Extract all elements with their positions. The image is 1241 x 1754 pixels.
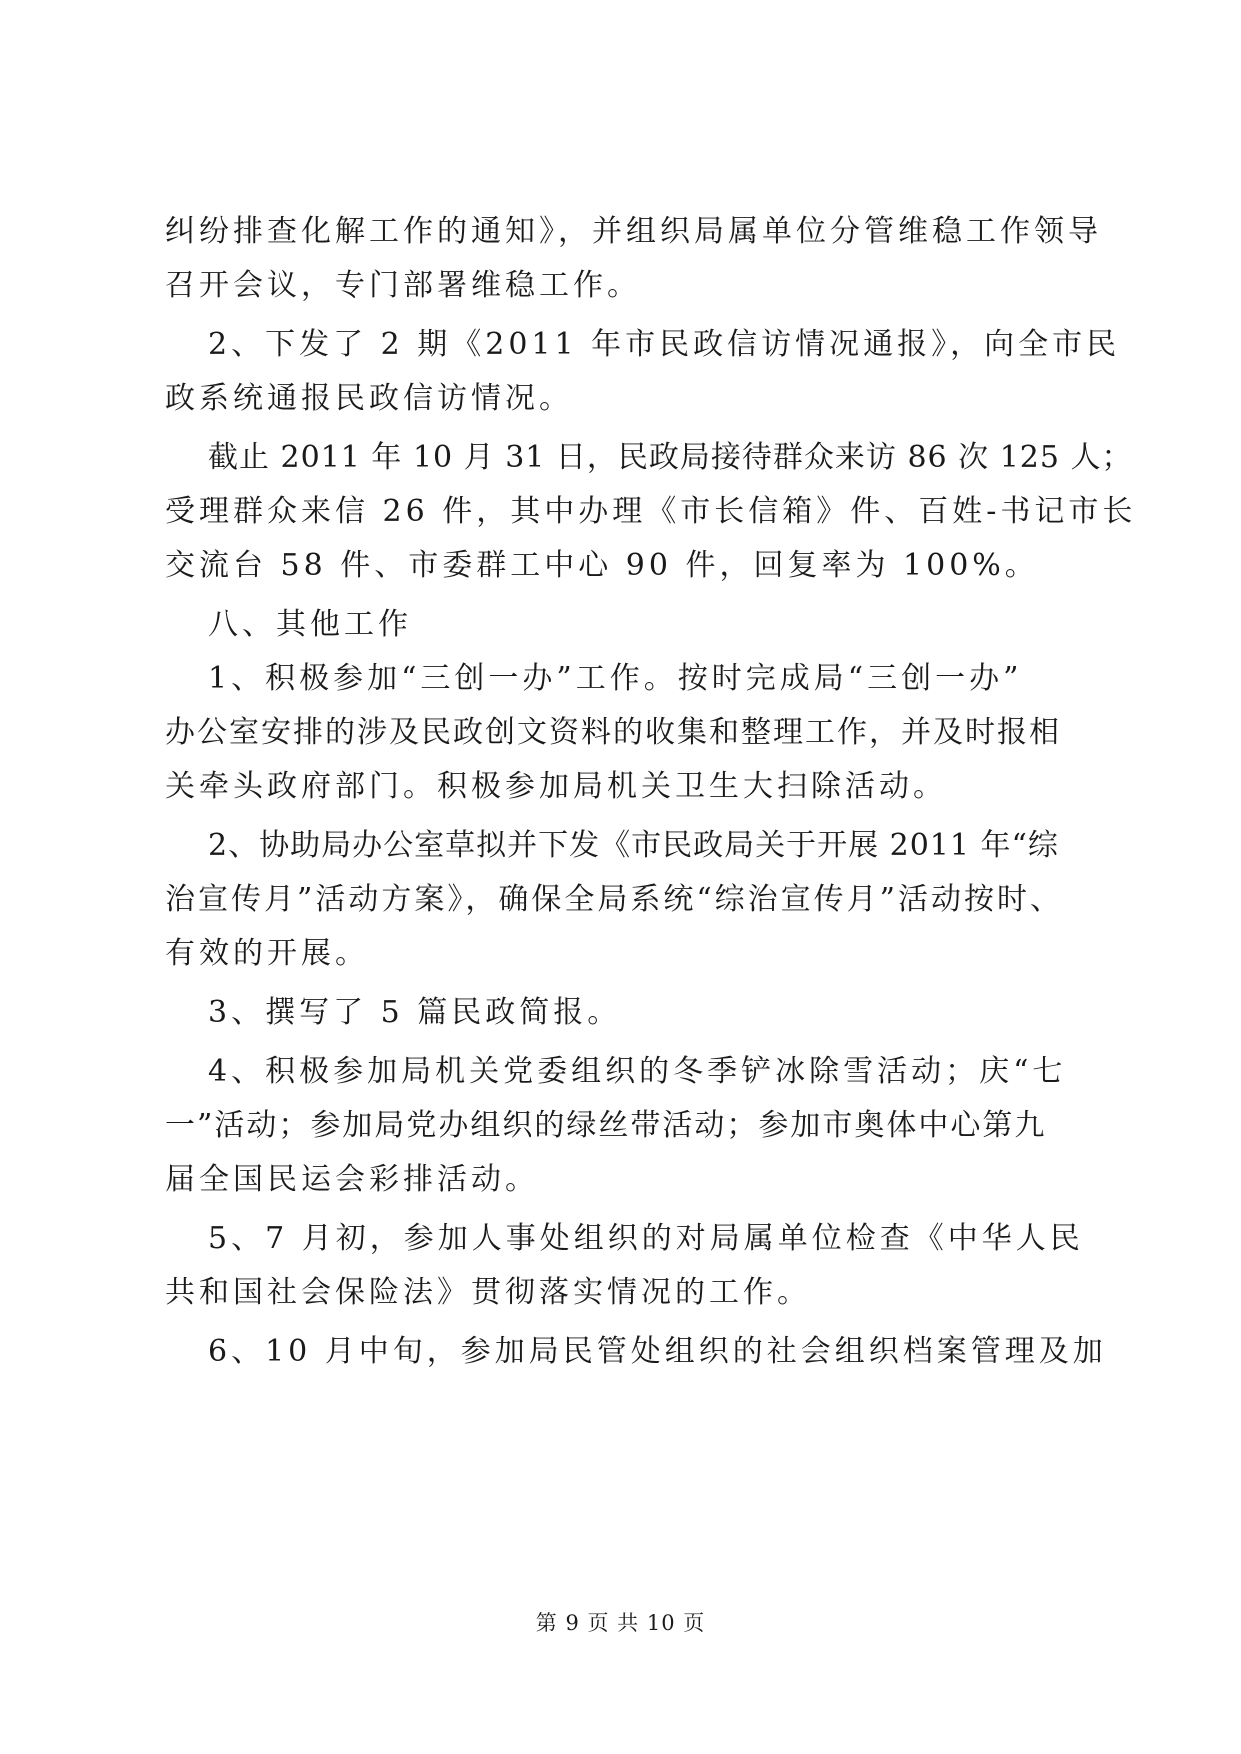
body-line-14: 有效的开展。 <box>165 936 369 971</box>
page-number-footer: 第 9 页 共 10 页 <box>535 1611 706 1635</box>
body-line-18: 届全国民运会彩排活动。 <box>165 1162 539 1197</box>
body-line-6: 受理群众来信 26 件，其中办理《市长信箱》件、百姓-书记市长 <box>165 494 1137 529</box>
body-line-21: 6、10 月中旬，参加局民管处组织的社会组织档案管理及加 <box>208 1334 1107 1369</box>
body-line-5: 截止 2011 年 10 月 31 日，民政局接待群众来访 86 次 125 人； <box>208 440 1133 475</box>
body-line-10: 办公室安排的涉及民政创文资料的收集和整理工作，并及时报相 <box>165 715 1061 750</box>
body-line-19: 5、7 月初，参加人事处组织的对局属单位检查《中华人民 <box>208 1221 1084 1256</box>
body-line-17: 一”活动；参加局党办组织的绿丝带活动；参加市奥体中心第九 <box>165 1108 1047 1143</box>
body-line-15: 3、撰写了 5 篇民政简报。 <box>208 995 622 1030</box>
body-line-13: 治宣传月”活动方案》，确保全局系统“综治宣传月”活动按时、 <box>165 882 1064 917</box>
body-line-20: 共和国社会保险法》贯彻落实情况的工作。 <box>165 1275 811 1310</box>
section-heading-other-work: 八、其他工作 <box>208 607 412 642</box>
body-line-7: 交流台 58 件、市委群工中心 90 件，回复率为 100%。 <box>165 548 1039 583</box>
body-line-2: 召开会议，专门部署维稳工作。 <box>165 268 641 303</box>
body-line-11: 关牵头政府部门。积极参加局机关卫生大扫除活动。 <box>165 769 947 804</box>
body-line-12: 2、协助局办公室草拟并下发《市民政局关于开展 2011 年“综 <box>208 828 1059 863</box>
body-line-16: 4、积极参加局机关党委组织的冬季铲冰除雪活动；庆“七 <box>208 1054 1067 1089</box>
body-line-1: 纠纷排查化解工作的通知》，并组织局属单位分管维稳工作领导 <box>165 214 1102 249</box>
body-line-4: 政系统通报民政信访情况。 <box>165 381 573 416</box>
body-line-3: 2、下发了 2 期《2011 年市民政信访情况通报》，向全市民 <box>208 327 1121 362</box>
body-line-9: 1、积极参加“三创一办”工作。按时完成局“三创一办” <box>208 661 1023 696</box>
